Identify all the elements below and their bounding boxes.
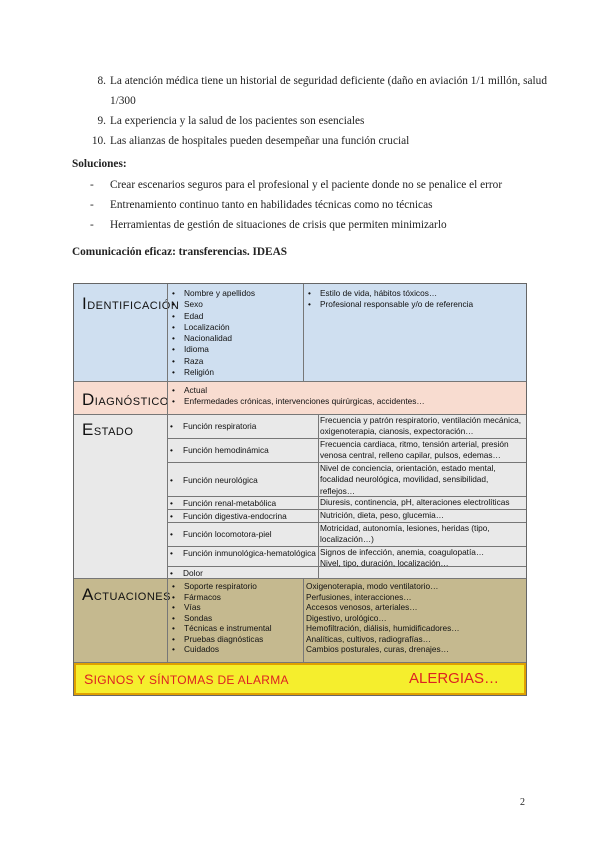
- alarma-title: SIGNOS Y SÍNTOMAS DE ALARMA: [84, 671, 289, 687]
- estado-row: • Función locomotora-piel Motricidad, autonomía, lesiones, heridas (tipo, localización…): [167, 522, 526, 546]
- list-item: - Herramientas de gestión de situaciones de crisis que permiten minimizarlo: [90, 219, 447, 231]
- alarma-band: [74, 663, 526, 695]
- list-item: 10. Las alianzas de hospitales pueden desempeñar una función crucial: [91, 135, 410, 147]
- estado-row: • Dolor Nivel, tipo, duración, localización…: [167, 566, 526, 579]
- estado-band: [74, 415, 526, 579]
- list-item: 9. La experiencia y la salud de los pacientes son esenciales: [97, 115, 365, 127]
- estado-row: • Función digestiva-endocrina Nutrición, dieta, peso, glucemia…: [167, 509, 526, 522]
- estado-title: ESTADO: [82, 420, 134, 439]
- list-item: - Entrenamiento continuo tanto en habilidades técnicas como no técnicas: [90, 199, 433, 211]
- diagnostico-title: DIAGNÓSTICO: [82, 390, 169, 409]
- page-number: 2: [520, 797, 525, 808]
- identificacion-band: [74, 284, 526, 382]
- solutions-heading: Soluciones:: [72, 158, 127, 170]
- estado-row: • Función respiratoria Frecuencia y patrón respiratorio, ventilación mecánica, oxigenoterapia, cianosis, expectoración…: [167, 415, 526, 438]
- alergias-label: ALERGIAS…: [409, 670, 500, 687]
- list-item: - Crear escenarios seguros para el profesional y el paciente donde no se penalice el error: [90, 179, 503, 191]
- list-item: 8. La atención médica tiene un historial de seguridad deficiente (daño en aviación 1/1 millón, salud 1/300: [97, 75, 547, 107]
- estado-row: • Función neurológica Nivel de conciencia, orientación, estado mental, focalidad neurológica, movilidad, sensibilidad, reflejos…: [167, 462, 526, 496]
- actuaciones-left: • Soporte respiratorio • Fármacos • Vías • Sondas • Técnicas e instrumental • Pruebas diagnósticas • Cuidados: [170, 581, 300, 655]
- estado-row: • Función hemodinámica Frecuencia cardiaca, ritmo, tensión arterial, presión venosa central, relleno capilar, pulsos, edemas…: [167, 438, 526, 462]
- identificacion-right: • Estilo de vida, hábitos tóxicos… • Profesional responsable y/o de referencia: [306, 288, 521, 311]
- estado-row: • Función renal-metabólica Diuresis, continencia, pH, alteraciones electrolíticas: [167, 496, 526, 509]
- actuaciones-band: [74, 579, 526, 663]
- section-heading: Comunicación eficaz: transferencias. IDEAS: [72, 246, 288, 258]
- actuaciones-right: Oxigenoterapia, modo ventilatorio… Perfusiones, interacciones… Accesos venosos, arteriales… Digestivo, urológico… Hemofiltración, diálisis, humidificadores… Analíticas, cultivos, radiografías… Cambios posturales, curas, drenajes…: [306, 581, 460, 654]
- identificacion-left: • Nombre y apellidos • Sexo • Edad • Localización • Nacionalidad • Idioma • Raza • Religión: [170, 288, 300, 378]
- identificacion-title: IDENTIFICACIÓN: [82, 294, 180, 313]
- numbered-list: [88, 71, 548, 151]
- estado-row: • Función inmunológica-hematológica Signos de infección, anemia, coagulopatía…: [167, 546, 526, 566]
- solutions-list: [88, 175, 502, 235]
- actuaciones-title: ACTUACIONES: [82, 585, 171, 604]
- ideas-table: [73, 283, 527, 696]
- diagnostico-items: • Actual • Enfermedades crónicas, intervenciones quirúrgicas, accidentes…: [170, 385, 520, 408]
- diagnostico-band: [74, 382, 526, 415]
